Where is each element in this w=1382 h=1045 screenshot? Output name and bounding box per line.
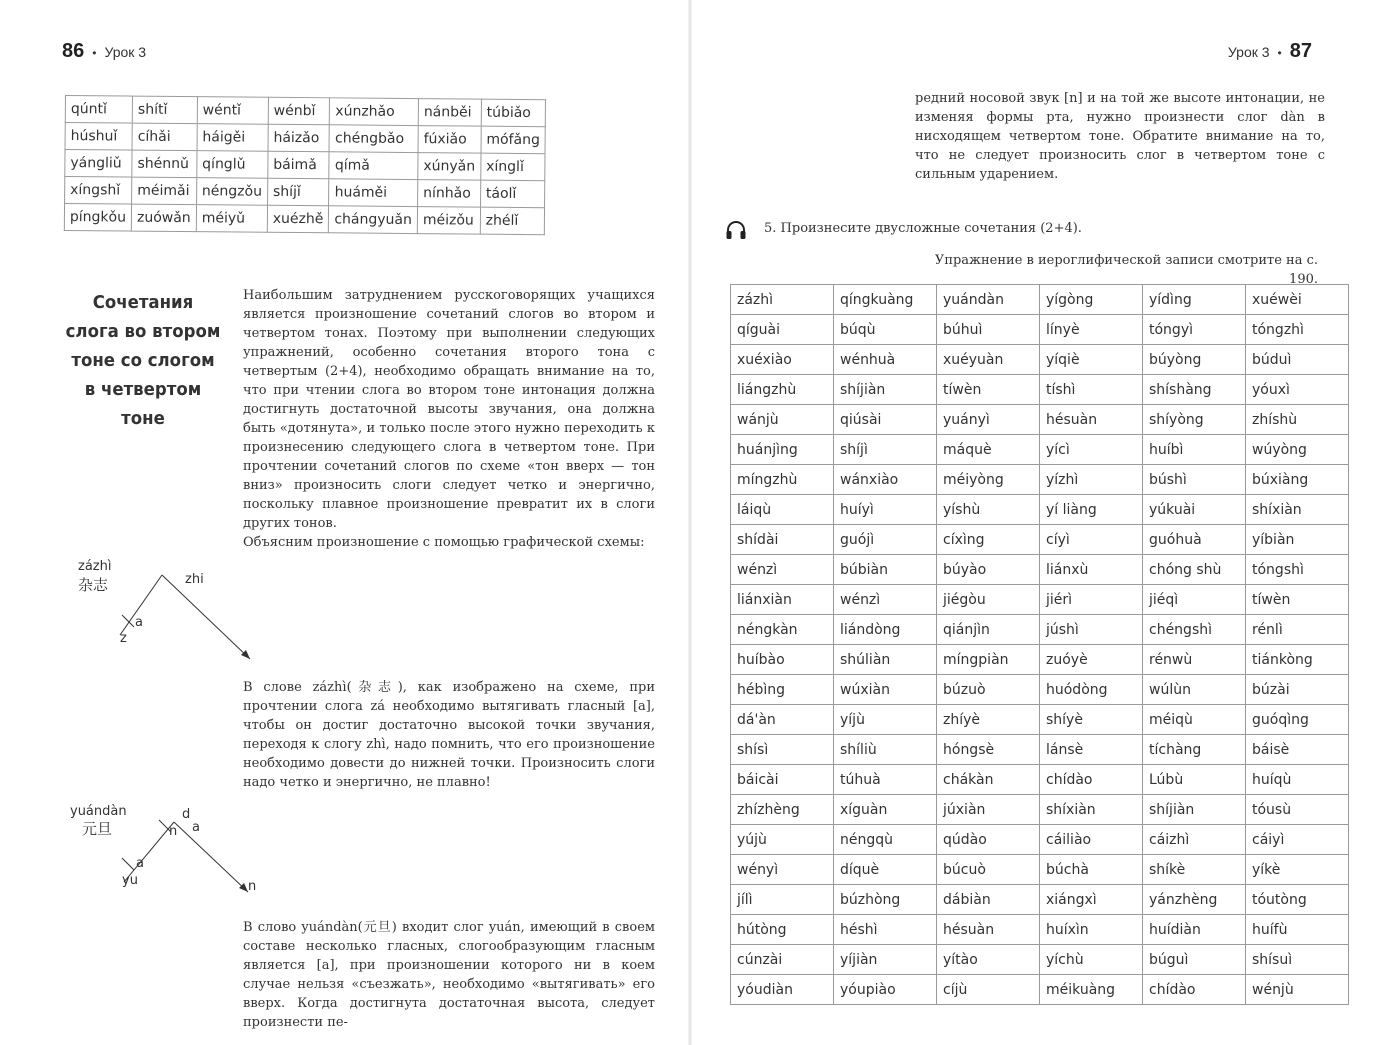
falling-tone-line [162, 575, 250, 659]
table-cell: búzhòng [834, 885, 937, 915]
heading-line: в четвертом [84, 379, 202, 400]
table-cell: cáiyì [1246, 825, 1349, 855]
table-cell: huíxìn [1040, 915, 1143, 945]
table-cell: tóngshì [1246, 555, 1349, 585]
top-syllable-table [64, 95, 546, 235]
table-cell: yíjù [834, 705, 937, 735]
table-cell: wéntǐ [197, 97, 268, 125]
table-cell: huódòng [1040, 675, 1143, 705]
table-cell: búguì [1143, 945, 1246, 975]
table-cell: xínglǐ [481, 153, 546, 181]
table-cell: wénbǐ [268, 97, 330, 125]
table-cell: shíkè [1143, 855, 1246, 885]
table-cell: dá'àn [731, 705, 834, 735]
table-row [731, 435, 1349, 465]
table-cell: zhélǐ [480, 207, 545, 235]
table-cell: máquè [937, 435, 1040, 465]
table-cell: tiánkòng [1246, 645, 1349, 675]
table-cell: yídìng [1143, 285, 1246, 315]
table-cell: zhíyè [937, 705, 1040, 735]
table-row [731, 705, 1349, 735]
table-row [731, 405, 1349, 435]
table-cell: zhízhèng [731, 795, 834, 825]
table-cell: chéngbǎo [329, 125, 418, 153]
table-cell: yícì [1040, 435, 1143, 465]
table-cell: qíguài [731, 315, 834, 345]
table-cell: jiégòu [937, 585, 1040, 615]
table-cell: hútòng [731, 915, 834, 945]
table-cell: shísì [731, 735, 834, 765]
table-cell: yíkè [1246, 855, 1349, 885]
table-cell: chídào [1143, 975, 1246, 1005]
left-page [0, 0, 690, 1045]
table-cell: búzài [1246, 675, 1349, 705]
table-cell: báicài [731, 765, 834, 795]
table-row [731, 615, 1349, 645]
table-cell: zhíshù [1246, 405, 1349, 435]
falling-tone-line [174, 822, 248, 892]
table-cell: chóng shù [1143, 555, 1246, 585]
table-cell: báimǎ [268, 151, 330, 179]
table-cell: búchà [1040, 855, 1143, 885]
table-cell: xíguàn [834, 795, 937, 825]
table-cell: huíbào [731, 645, 834, 675]
table-cell: shítǐ [132, 96, 197, 124]
table-cell: búcuò [937, 855, 1040, 885]
table-cell: huánjìng [731, 435, 834, 465]
table-cell: shíjǐ [267, 178, 329, 206]
table-cell: jílì [731, 885, 834, 915]
diagram-label: a [192, 820, 200, 835]
table-cell: shíyòng [1143, 405, 1246, 435]
table-cell: chángyuǎn [329, 206, 418, 234]
table-cell: méiyǔ [196, 205, 267, 233]
table-cell: nánběi [418, 99, 481, 127]
table-cell: méizǒu [417, 207, 480, 235]
table-cell: shíjì [834, 435, 937, 465]
table-cell: xuézhě [267, 205, 329, 233]
table-cell: búshì [1143, 465, 1246, 495]
header-bullet: • [1277, 46, 1282, 60]
table-cell: guóqìng [1246, 705, 1349, 735]
table-cell: méikuàng [1040, 975, 1143, 1005]
table-cell: xuéxiào [731, 345, 834, 375]
table-row [65, 150, 545, 181]
page-number: 87 [1289, 40, 1312, 62]
table-row [731, 315, 1349, 345]
table-cell: qiúsài [834, 405, 937, 435]
table-cell: shíjiàn [834, 375, 937, 405]
table-cell: wúlùn [1143, 675, 1246, 705]
table-cell: tíwèn [1246, 585, 1349, 615]
table-cell: yí liàng [1040, 495, 1143, 525]
table-row [64, 204, 544, 235]
table-cell: búxiàng [1246, 465, 1349, 495]
table-cell: yízhì [1040, 465, 1143, 495]
table-cell: yígòng [1040, 285, 1143, 315]
table-cell: liánxù [1040, 555, 1143, 585]
table-row [731, 945, 1349, 975]
table-row [731, 675, 1349, 705]
heading-line: тоне [121, 408, 165, 429]
table-cell: huíyì [834, 495, 937, 525]
table-cell: xúnyǎn [418, 153, 481, 181]
table-cell: cáiliào [1040, 825, 1143, 855]
table-cell: qúntǐ [65, 96, 132, 124]
table-cell: néngzǒu [196, 178, 267, 206]
table-cell: cíhǎi [132, 123, 197, 151]
table-cell: wánxiào [834, 465, 937, 495]
table-cell: rénwù [1143, 645, 1246, 675]
table-cell: shídài [731, 525, 834, 555]
table-cell: zuóyè [1040, 645, 1143, 675]
table-row [731, 885, 1349, 915]
table-cell: tóusù [1246, 795, 1349, 825]
table-cell: jiérì [1040, 585, 1143, 615]
table-cell: yóupiào [834, 975, 937, 1005]
diagram-label: zhi [185, 572, 204, 587]
table-cell: wúxiàn [834, 675, 937, 705]
exercise-note: Упражнение в иероглифической записи смотрите на с. 190. [934, 253, 1318, 287]
table-cell: húshuǐ [65, 123, 132, 151]
table-cell: jiéqì [1143, 585, 1246, 615]
table-row [731, 765, 1349, 795]
diagram2-explanation: В слово yuándàn(元旦) входит слог yuán, имеющий в своем составе несколько гласных, слогообразующим гласным является [a], при произношении которого ни в коем случае нельзя «съезжать», необходимо «вытягивать» его вверх. Когда достигнута достаточная высота, следует произнести пе- [243, 920, 655, 1030]
section-heading [62, 288, 224, 433]
table-row [731, 525, 1349, 555]
table-cell: yíbiàn [1246, 525, 1349, 555]
table-row [731, 345, 1349, 375]
table-cell: cíxìng [937, 525, 1040, 555]
header-bullet: • [92, 46, 97, 60]
table-row [731, 795, 1349, 825]
table-cell: yújù [731, 825, 834, 855]
table-row [731, 585, 1349, 615]
continued-paragraph: редний носовой звук [n] и на той же высоте интонации, не изменяя формы рта, нужно произнести слог dàn в нисходящем четвертом тоне. Обратите внимание на то, что не следует произносить слог в четвертом тоне с сильным ударением. [915, 91, 1325, 182]
table-cell: wúyòng [1246, 435, 1349, 465]
table-cell: huíbì [1143, 435, 1246, 465]
headphones-icon [725, 219, 747, 241]
table-row [731, 645, 1349, 675]
table-cell: yuányì [937, 405, 1040, 435]
table-row [731, 855, 1349, 885]
table-cell: liándòng [834, 615, 937, 645]
table-cell: júxiàn [937, 795, 1040, 825]
table-cell: rénlì [1246, 615, 1349, 645]
table-cell: yíshù [937, 495, 1040, 525]
table-cell: shíshàng [1143, 375, 1246, 405]
page-header-left [62, 40, 146, 63]
table-cell: hóngsè [937, 735, 1040, 765]
table-cell: qíngkuàng [834, 285, 937, 315]
diagram-label: a [135, 615, 143, 630]
table-cell: búzuò [937, 675, 1040, 705]
table-cell: shíjiàn [1143, 795, 1246, 825]
table-cell: yítào [937, 945, 1040, 975]
table-row [731, 825, 1349, 855]
table-cell: liángzhù [731, 375, 834, 405]
diagram-label: a [136, 856, 144, 871]
table-cell: huídiàn [1143, 915, 1246, 945]
heading-line: слога во втором [65, 321, 221, 342]
table-cell: méimǎi [132, 177, 197, 205]
table-cell: túhuà [834, 765, 937, 795]
table-cell: héshì [834, 915, 937, 945]
table-cell: shúliàn [834, 645, 937, 675]
table-row [731, 285, 1349, 315]
table-cell: Lúbù [1143, 765, 1246, 795]
table-cell: mófǎng [481, 126, 546, 154]
diagram-hanzi: 杂志 [78, 576, 109, 594]
table-cell: yóuxì [1246, 375, 1349, 405]
table-cell: xúnzhǎo [330, 98, 419, 126]
table-cell: dábiàn [937, 885, 1040, 915]
table-cell: yuándàn [937, 285, 1040, 315]
table-row [731, 465, 1349, 495]
table-cell: yánzhèng [1143, 885, 1246, 915]
table-row [731, 975, 1349, 1005]
diagram-label: n [169, 824, 178, 839]
table-cell: túbiǎo [481, 99, 546, 127]
heading-line: Сочетания [92, 292, 194, 313]
table-cell: míngzhù [731, 465, 834, 495]
table-cell: fúxiǎo [418, 126, 481, 154]
table-cell: díquè [834, 855, 937, 885]
table-cell: yóudiàn [731, 975, 834, 1005]
table-cell: xíngshǐ [65, 177, 132, 205]
table-cell: zuówǎn [131, 204, 196, 232]
table-cell: háizǎo [268, 124, 330, 152]
table-row [731, 495, 1349, 525]
table-cell: yíchù [1040, 945, 1143, 975]
table-cell: zázhì [731, 285, 834, 315]
table-cell: tóutòng [1246, 885, 1349, 915]
table-cell: tíwèn [937, 375, 1040, 405]
table-cell: méiqù [1143, 705, 1246, 735]
table-cell: huífù [1246, 915, 1349, 945]
lesson-label: Урок 3 [1227, 44, 1270, 60]
tone-diagram-yuandan [62, 800, 272, 900]
table-cell: tóngyì [1143, 315, 1246, 345]
table-cell: yíqiè [1040, 345, 1143, 375]
diagram-hanzi: 元旦 [82, 820, 113, 838]
table-cell: shíliù [834, 735, 937, 765]
table-row [731, 375, 1349, 405]
tone-diagram-zazhi [62, 555, 262, 665]
diagram1-explanation: В слове zázhì(杂志), как изображено на схеме, при прочтении слога zá необходимо вытягивать гласный [a], чтобы он достиг достаточно высокой точки звучания, переходя к слогу zhì, надо помнить, что его произношение необходимо довести до нижней точки. Произносить слоги надо четко и энергично, не плавно! [243, 680, 655, 790]
diagram-word: zázhì [78, 559, 112, 574]
table-cell: xuéyuàn [937, 345, 1040, 375]
table-cell: wánjù [731, 405, 834, 435]
table-cell: tíshì [1040, 375, 1143, 405]
table-cell: shísuì [1246, 945, 1349, 975]
diagram-intro: Объясним произношение с помощью графической схемы: [243, 535, 645, 550]
diagram-label: yu [122, 873, 138, 888]
table-cell: qúdào [937, 825, 1040, 855]
table-cell: shíyè [1040, 705, 1143, 735]
table-cell: láiqù [731, 495, 834, 525]
table-cell: qínglǔ [197, 151, 268, 179]
table-cell: cíyì [1040, 525, 1143, 555]
table-cell: lánsè [1040, 735, 1143, 765]
table-cell: chákàn [937, 765, 1040, 795]
table-row [731, 555, 1349, 585]
table-cell: háigěi [197, 124, 268, 152]
table-cell: néngqù [834, 825, 937, 855]
table-cell: búyào [937, 555, 1040, 585]
table-cell: nínhǎo [418, 180, 481, 208]
table-cell: chéngshì [1143, 615, 1246, 645]
table-cell: tíchàng [1143, 735, 1246, 765]
table-cell: guóhuà [1143, 525, 1246, 555]
table-cell: búqù [834, 315, 937, 345]
cross-mark [122, 858, 134, 870]
table-cell: cáizhì [1143, 825, 1246, 855]
table-cell: wénhuà [834, 345, 937, 375]
table-cell: chídào [1040, 765, 1143, 795]
table-cell: shíxiàn [1040, 795, 1143, 825]
lesson-label: Урок 3 [104, 44, 147, 60]
diagram-word: yuándàn [70, 804, 127, 819]
diagram-label: d [182, 807, 191, 822]
table-cell: píngkǒu [64, 204, 131, 232]
exercise-title: 5. Произнесите двусложные сочетания (2+4). [764, 221, 1082, 236]
table-cell: xiángxì [1040, 885, 1143, 915]
table-cell: hébìng [731, 675, 834, 705]
table-cell: qímǎ [329, 152, 418, 180]
table-cell: tóngzhì [1246, 315, 1349, 345]
table-cell: shíxiàn [1246, 495, 1349, 525]
heading-line: тоне со слогом [71, 350, 215, 371]
table-cell: táolǐ [480, 180, 545, 208]
table-cell: júshì [1040, 615, 1143, 645]
table-row [731, 915, 1349, 945]
exercise-syllable-table [730, 284, 1349, 1005]
table-cell: búhuì [937, 315, 1040, 345]
diagram-label: z [120, 631, 127, 646]
table-cell: shénnǔ [132, 150, 197, 178]
table-cell: yúkuài [1143, 495, 1246, 525]
table-row [65, 96, 545, 127]
page-header-right [1228, 40, 1312, 63]
table-cell: wénzì [731, 555, 834, 585]
table-cell: hésuàn [937, 915, 1040, 945]
table-cell: xuéwèi [1246, 285, 1349, 315]
table-cell: míngpiàn [937, 645, 1040, 675]
intro-paragraph: Наибольшим затруднением русскоговорящих учащихся является произношение сочетаний слогов во втором и четвертом тонах. Поэтому при выполнении следующих упражнений, особенно сочетания второго тона с четвертым (2+4), необходимо обращать внимание на то, что при чтении слога во втором тоне интонация должна достигнуть достаточной высоты звучания, она должна быть «дотянута», и только после этого нужно переходить к произнесению следующего слога в четвертом тоне. При прочтении сочетаний слогов по схеме «тон вверх — тон вниз» произносить слоги следует четко и энергично, поскольку плавное произношение превратит их в слоги других тонов. [243, 288, 655, 531]
table-row [65, 123, 545, 154]
table-cell: búduì [1246, 345, 1349, 375]
table-cell: búyòng [1143, 345, 1246, 375]
table-cell: méiyòng [937, 465, 1040, 495]
table-cell: guójì [834, 525, 937, 555]
table-cell: línyè [1040, 315, 1143, 345]
table-cell: cúnzài [731, 945, 834, 975]
table-cell: liánxiàn [731, 585, 834, 615]
table-cell: huíqù [1246, 765, 1349, 795]
right-page [690, 0, 1382, 1045]
diagram-label: n [248, 879, 257, 894]
table-cell: wénzì [834, 585, 937, 615]
table-cell: qiánjìn [937, 615, 1040, 645]
table-cell: cíjù [937, 975, 1040, 1005]
table-cell: hésuàn [1040, 405, 1143, 435]
table-cell: wényì [731, 855, 834, 885]
table-cell: yíjiàn [834, 945, 937, 975]
page-number: 86 [62, 40, 85, 62]
table-cell: wénjù [1246, 975, 1349, 1005]
table-cell: néngkàn [731, 615, 834, 645]
table-cell: yángliǔ [65, 150, 132, 178]
table-cell: huáměi [329, 179, 418, 207]
table-cell: báisè [1246, 735, 1349, 765]
table-cell: búbiàn [834, 555, 937, 585]
table-row [731, 735, 1349, 765]
table-row [65, 177, 545, 208]
